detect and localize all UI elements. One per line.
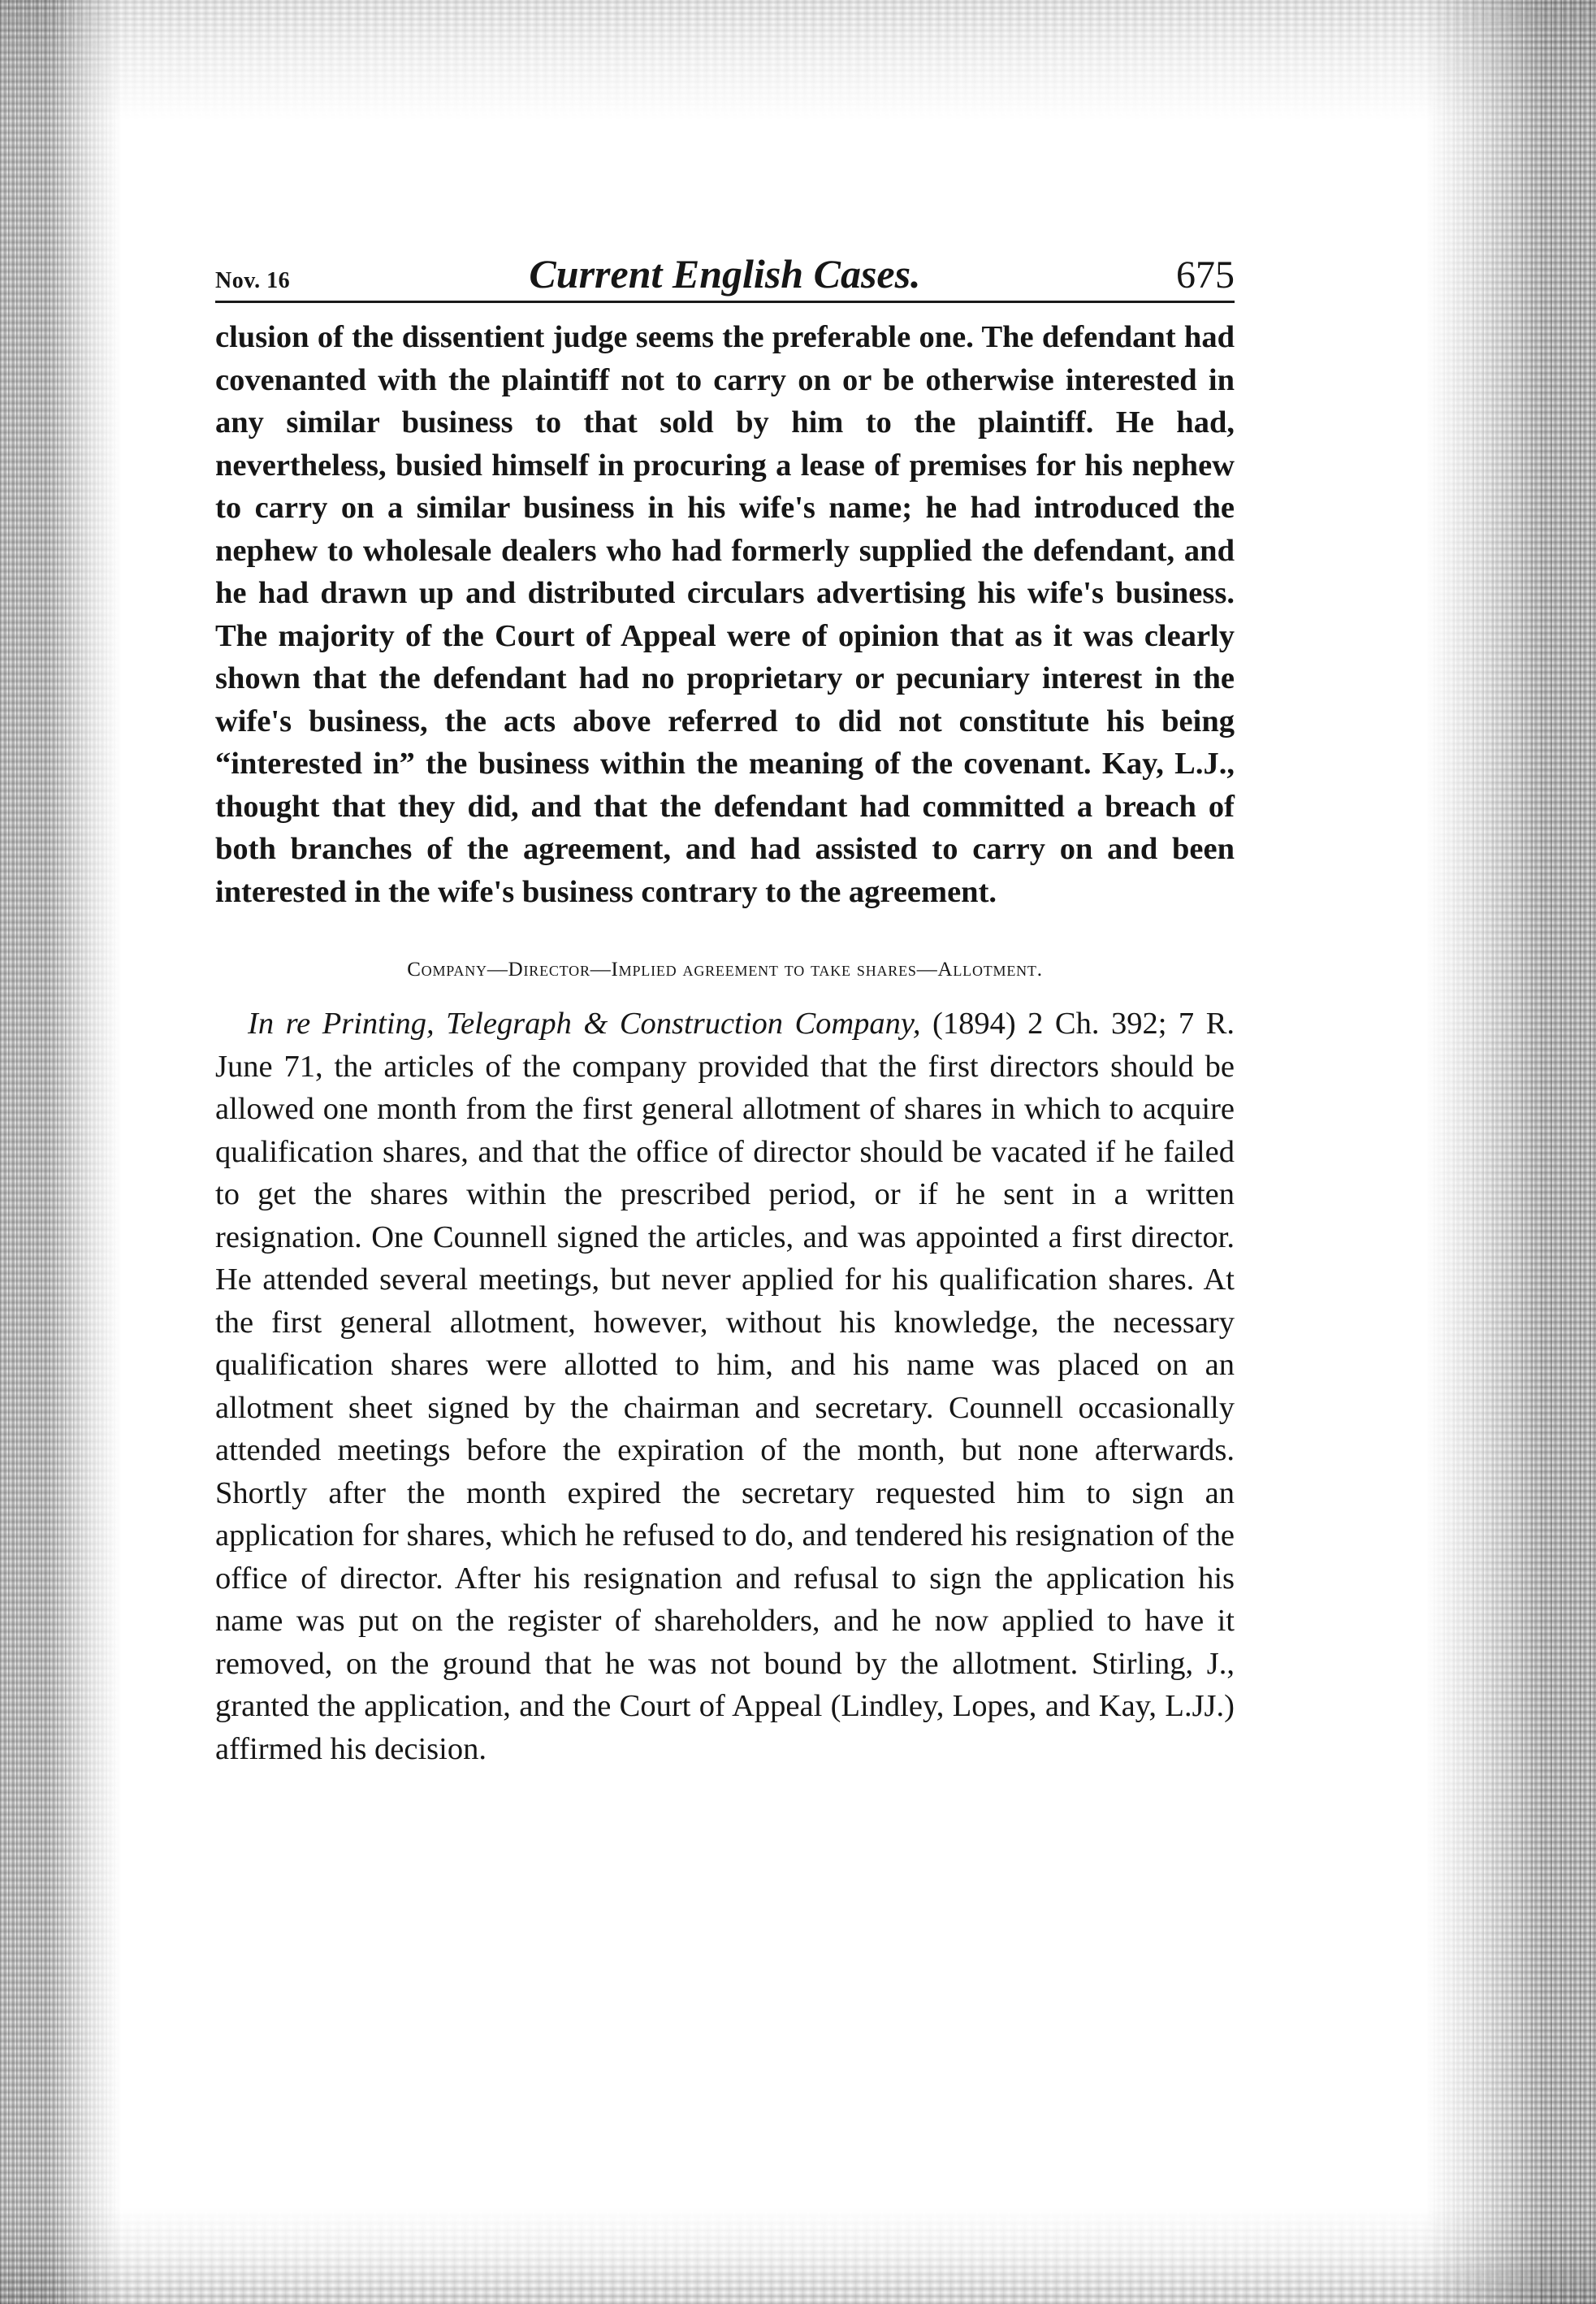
case-name: In re Printing, Telegraph & Construction Company, [248, 1007, 921, 1041]
case-report-text: (1894) 2 Ch. 392; 7 R. June 71, the articles of the company provided that the first directors should be allowed one month from the first general allotment of shares in which to acquire qualification shares, and that the office of director should be vacated if he failed to get the shares within the prescribed period, or if he sent in a written resignation. One Counnell signed the articles, and was appointed a first director. He attended several meetings, but never applied for his qualification shares. At the first general allotment, however, without his knowledge, the necessary qualification shares were allotted to him, and his name was placed on an allotment sheet signed by the chairman and secretary. Counnell occasionally attended meetings before the expiration of the month, but none afterwards. Shortly after the month expired the secretary requested him to sign an application for shares, which he refused to do, and tendered his resignation of the office of director. After his resignation and refusal to sign the application his name was put on the register of shareholders, and he now applied to have it removed, on the ground that he was not bound by the allotment. Stirling, J., granted the application, and the Court of Appeal (Lindley, Lopes, and Kay, L.JJ.) affirmed his decision. [215, 1007, 1235, 1766]
section-heading: Company—Director—Implied agreement to take shares—Allotment. [407, 959, 1043, 981]
paragraph-case-report [215, 1003, 1235, 1770]
scan-border-right [1425, 0, 1596, 2304]
scan-border-left [0, 0, 122, 2304]
running-head [215, 236, 1235, 303]
paragraph-continued: clusion of the dissentient judge seems the preferable one. The defendant had covenanted with the plaintiff not to carry on or be otherwise interested in any similar business to that sold by him to the plaintiff. He had, nevertheless, busied himself in procuring a lease of premises for his nephew to carry on a similar business in his wife's name; he had introduced the nephew to wholesale dealers who had formerly supplied the defendant, and he had drawn up and distributed circulars advertising his wife's business. The majority of the Court of Appeal were of opinion that as it was clearly shown that the defendant had no proprietary or pecuniary interest in the wife's business, the acts above referred to did not constitute his being “interested in” the business within the meaning of the covenant. Kay, L.J., thought that they did, and that the defendant had committed a breach of both branches of the agreement, and had assisted to carry on and been interested in the wife's business contrary to the agreement. [215, 320, 1235, 909]
page-number: 675 [1176, 253, 1235, 297]
running-head-date: Nov. 16 [215, 268, 291, 293]
scan-border-bottom [0, 2207, 1596, 2304]
scan-border-top [0, 0, 1596, 122]
running-head-title: Current English Cases. [529, 251, 921, 297]
page-content [215, 236, 1235, 1770]
